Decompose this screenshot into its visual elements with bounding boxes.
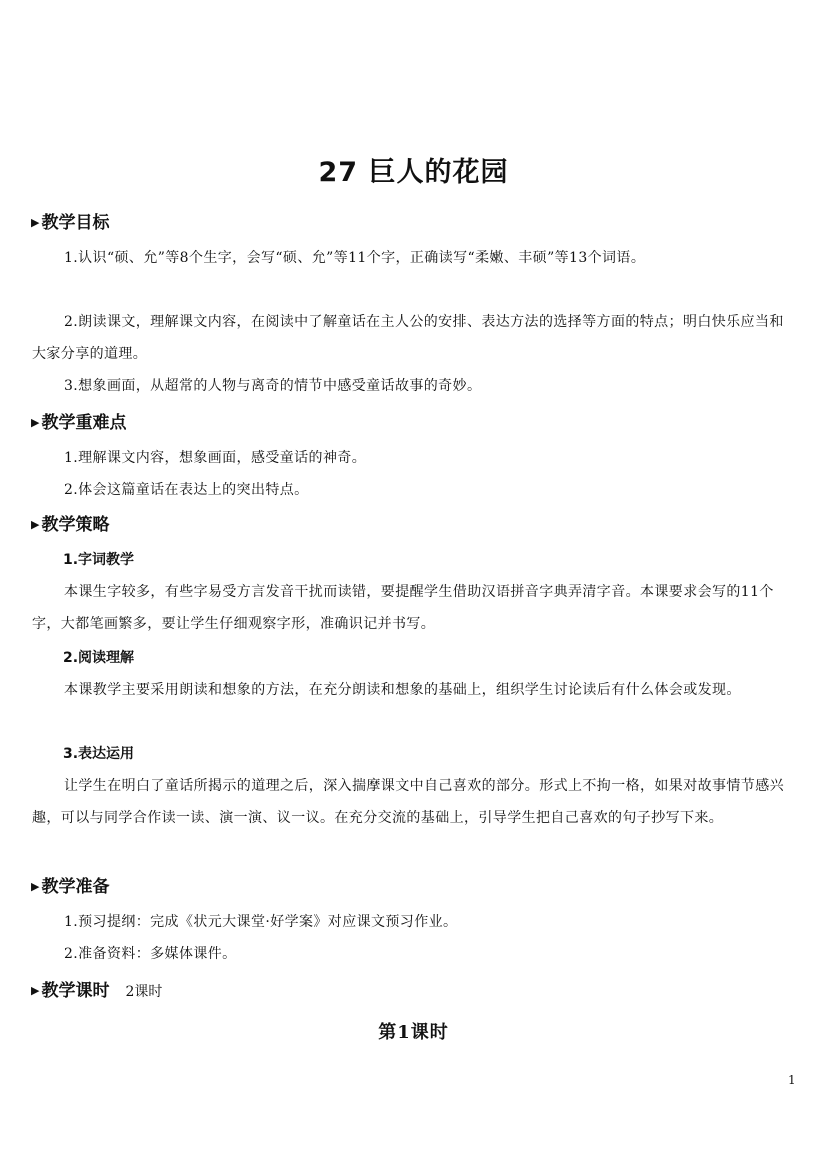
preparation-heading-text: 教学准备 — [41, 877, 110, 897]
triangle-marker-icon: ▶ — [31, 518, 40, 531]
strategy-subheading-3: 3.表达运用 — [63, 746, 135, 762]
section-heading-key-points — [31, 412, 126, 436]
triangle-marker-icon: ▶ — [31, 880, 40, 893]
strategy-text-1: 本课生字较多，有些字易受方言发音干扰而读错，要提醒学生借助汉语拼音字典弄清字音。本课要求会写的11个字，大都笔画繁多，要让学生仔细观察字形，准确识记并书写。 — [32, 584, 774, 632]
key-point-item-1: 1.理解课文内容，想象画面，感受童话的神奇。 — [64, 450, 367, 466]
section-heading-preparation — [31, 876, 109, 900]
strategy-text-2: 本课教学主要采用朗读和想象的方法，在充分朗读和想象的基础上，组织学生讨论读后有什么体会或发现。 — [64, 682, 741, 698]
page-number: 1 — [788, 1073, 796, 1087]
strategy-subheading-1: 1.字词教学 — [63, 552, 135, 568]
section-heading-periods — [31, 980, 162, 1004]
triangle-marker-icon: ▶ — [31, 416, 40, 429]
goal-item-3: 3.想象画面，从超常的人物与离奇的情节中感受童话故事的奇妙。 — [64, 378, 482, 394]
goal-item-1: 1.认识“硕、允”等8个生字，会写“硕、允”等11个字，正确读写“柔嫩、丰硕”等13个词语。 — [64, 250, 646, 266]
triangle-marker-icon: ▶ — [31, 216, 40, 229]
periods-value: 2课时 — [125, 984, 163, 1000]
lesson-title: 第1课时 — [378, 1022, 449, 1043]
strategy-heading-text: 教学策略 — [41, 515, 110, 535]
periods-heading-text: 教学课时 — [41, 981, 110, 1001]
strategy-text-3: 让学生在明白了童话所揭示的道理之后，深入揣摩课文中自己喜欢的部分。形式上不拘一格，如果对故事情节感兴趣，可以与同学合作读一读、演一演、议一议。在充分交流的基础上，引导学生把自己喜欢的句子抄写下来。 — [32, 778, 784, 826]
strategy-subheading-2: 2.阅读理解 — [63, 650, 135, 666]
preparation-item-1: 1.预习提纲：完成《状元大课堂·好学案》对应课文预习作业。 — [64, 914, 458, 930]
goal-item-2: 2.朗读课文，理解课文内容，在阅读中了解童话在主人公的安排、表达方法的选择等方面的特点；明白快乐应当和大家分享的道理。 — [32, 314, 784, 362]
key-points-heading-text: 教学重难点 — [41, 413, 127, 433]
section-heading-goals — [31, 212, 109, 236]
preparation-item-2: 2.准备资料：多媒体课件。 — [64, 946, 237, 962]
key-point-item-2: 2.体会这篇童话在表达上的突出特点。 — [64, 482, 309, 498]
page-title: 27 巨人的花园 — [318, 157, 509, 188]
goals-heading-text: 教学目标 — [41, 213, 110, 233]
section-heading-strategy — [31, 514, 109, 538]
triangle-marker-icon: ▶ — [31, 984, 40, 997]
